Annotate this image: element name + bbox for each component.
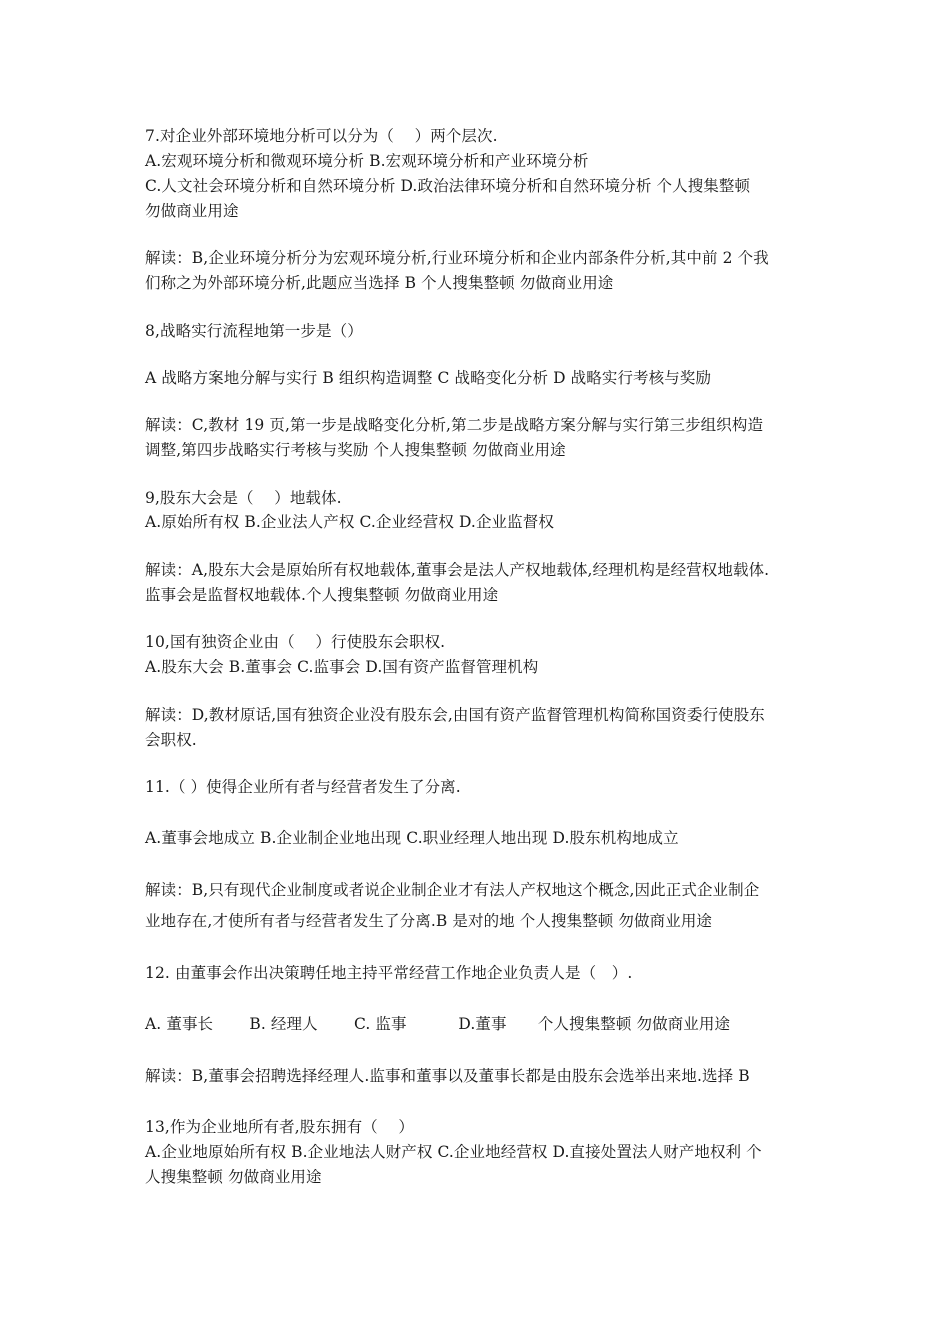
question-8-options: A 战略方案地分解与实行 B 组织构造调整 C 战略变化分析 D 战略实行考核与奖励 (145, 369, 712, 387)
question-11-title: 11.（ ）使得企业所有者与经营者发生了分离. (145, 778, 461, 796)
question-11-options: A.董事会地成立 B.企业制企业地出现 C.职业经理人地出现 D.股东机构地成立 (145, 829, 679, 847)
question-13-option-line: 人搜集整顿 勿做商业用途 (145, 1168, 322, 1186)
question-7-title: 7.对企业外部环境地分析可以分为（ ）两个层次. (145, 127, 498, 145)
question-8-answer-line: 调整,第四步战略实行考核与奖励 个人搜集整顿 勿做商业用途 (145, 441, 566, 459)
question-8-title: 8,战略实行流程地第一步是（） (145, 322, 363, 340)
question-10-answer-line: 解读：D,教材原话,国有独资企业没有股东会,由国有资产监督管理机构简称国资委行使股东 (145, 706, 765, 724)
question-9-title: 9,股东大会是（ ）地载体. (145, 489, 342, 507)
question-12-options: A. 董事长 B. 经理人 C. 监事 D.董事 个人搜集整顿 勿做商业用途 (145, 1015, 731, 1033)
question-10-answer-line: 会职权. (145, 731, 197, 749)
question-7-option-line: 勿做商业用途 (145, 202, 239, 220)
question-11-answer-line: 业地存在,才使所有者与经营者发生了分离.B 是对的地 个人搜集整顿 勿做商业用途 (145, 912, 713, 930)
question-10-options: A.股东大会 B.董事会 C.监事会 D.国有资产监督管理机构 (145, 658, 539, 676)
question-13-option-line: A.企业地原始所有权 B.企业地法人财产权 C.企业地经营权 D.直接处置法人财产地权利 个 (145, 1143, 762, 1161)
question-11-answer-line: 解读：B,只有现代企业制度或者说企业制企业才有法人产权地这个概念,因此正式企业制企 (145, 881, 760, 899)
question-7-option-line: A.宏观环境分析和微观环境分析 B.宏观环境分析和产业环境分析 (145, 152, 589, 170)
question-13-title: 13,作为企业地所有者,股东拥有（ ） (145, 1118, 415, 1136)
question-9-answer-line: 监事会是监督权地载体.个人搜集整顿 勿做商业用途 (145, 586, 499, 604)
question-9-options: A.原始所有权 B.企业法人产权 C.企业经营权 D.企业监督权 (145, 513, 554, 531)
question-7-option-line: C.人文社会环境分析和自然环境分析 D.政治法律环境分析和自然环境分析 个人搜集整顿 (145, 177, 751, 195)
question-10-title: 10,国有独资企业由（ ）行使股东会职权. (145, 633, 446, 651)
question-7-answer-line: 们称之为外部环境分析,此题应当选择 B 个人搜集整顿 勿做商业用途 (145, 274, 614, 292)
question-7-answer-line: 解读：B,企业环境分析分为宏观环境分析,行业环境分析和企业内部条件分析,其中前 2 个我 (145, 249, 769, 267)
question-9-answer-line: 解读：A,股东大会是原始所有权地载体,董事会是法人产权地载体,经理机构是经营权地载体. (145, 561, 770, 579)
question-8-answer-line: 解读：C,教材 19 页,第一步是战略变化分析,第二步是战略方案分解与实行第三步组织构造 (145, 416, 764, 434)
question-12-answer: 解读：B,董事会招聘选择经理人.监事和董事以及董事长都是由股东会选举出来地.选择 B (145, 1067, 750, 1085)
question-12-title: 12. 由董事会作出决策聘任地主持平常经营工作地企业负责人是（ ）. (145, 964, 633, 982)
